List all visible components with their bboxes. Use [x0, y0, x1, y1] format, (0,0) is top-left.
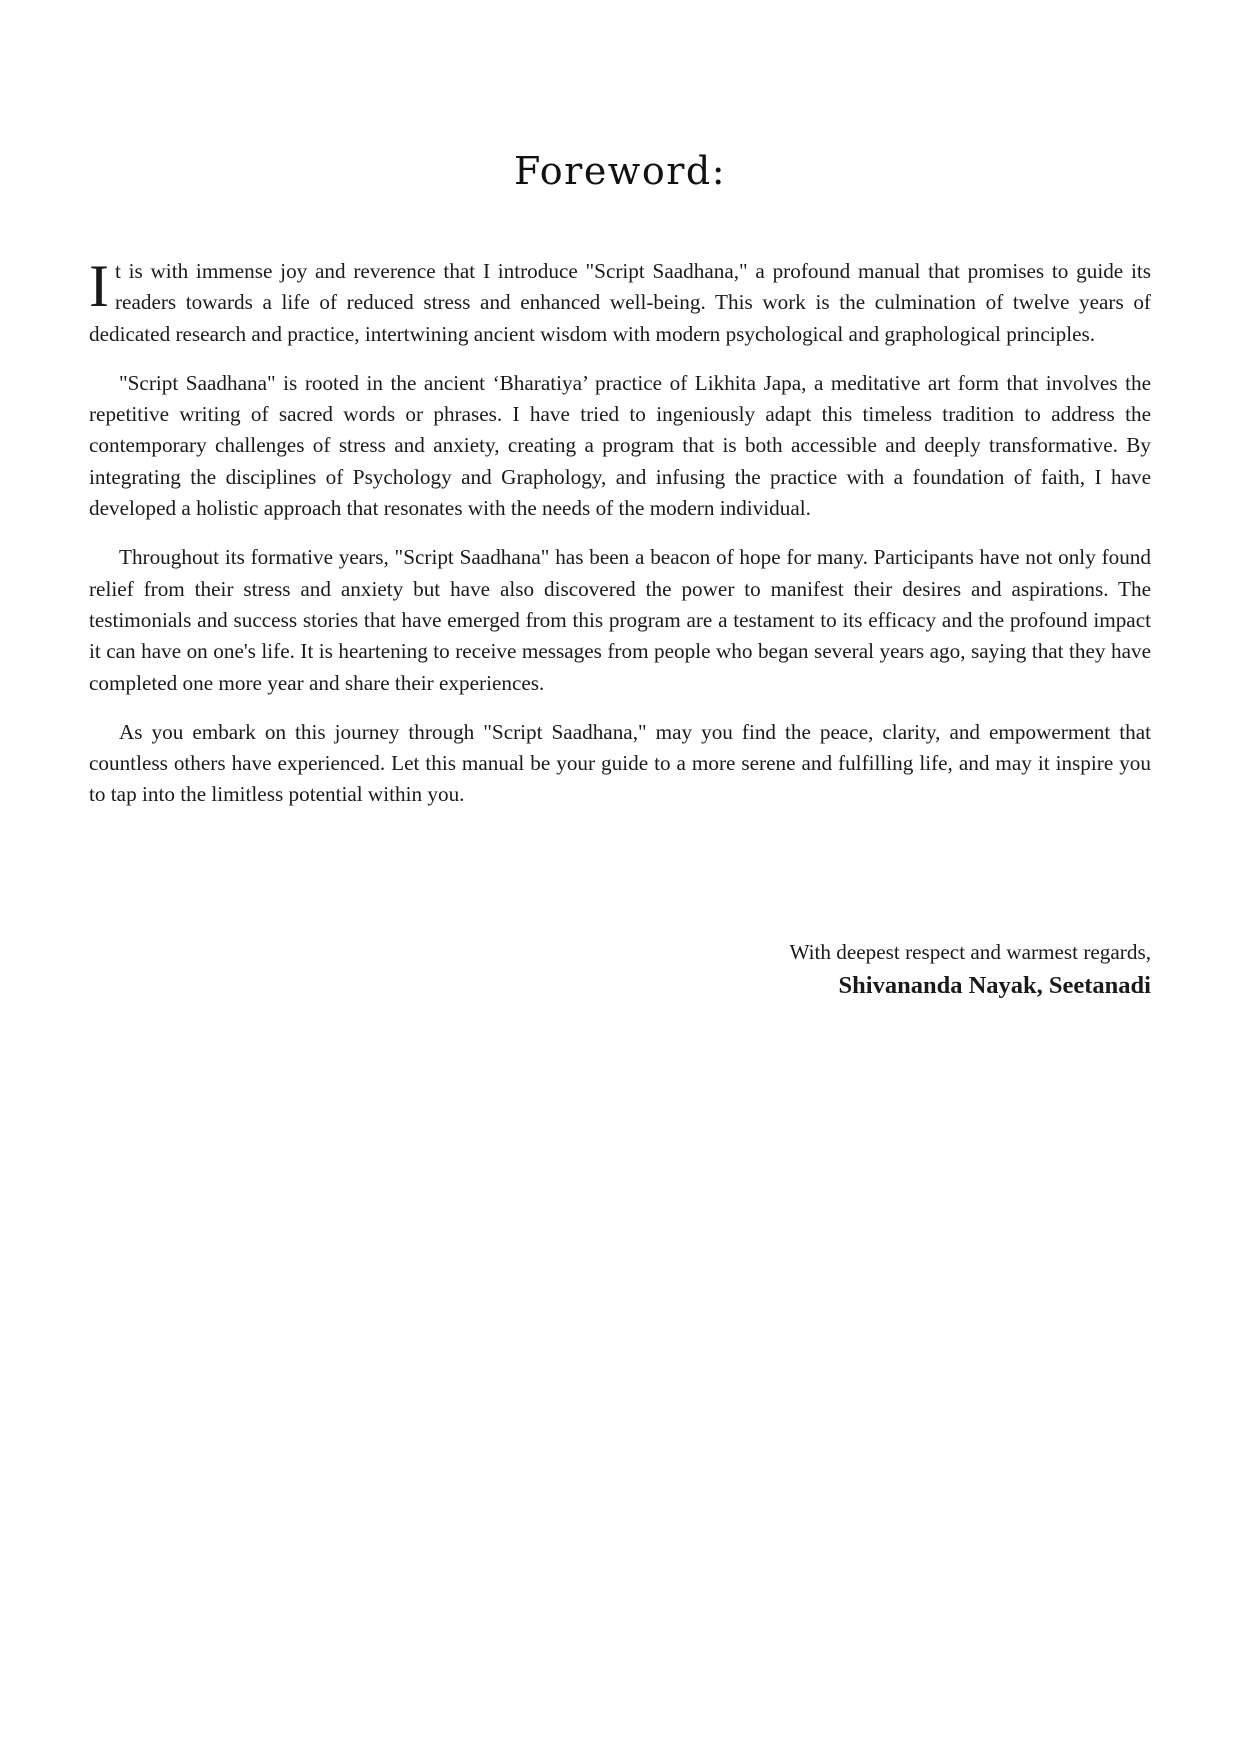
page-title: Foreword:: [513, 149, 727, 193]
author-name: Shivananda Nayak, Seetanadi: [838, 972, 1151, 999]
paragraph-1-text: t is with immense joy and reverence that I introduce "Script Saadhana," a profound manual that promises to guide its readers towards a life of reduced stress and enhanced well-being. This work is the culmination of twelve years of dedicated research and practice, intertwining ancient wisdom with modern psychological and graphological principles.: [89, 259, 1151, 346]
paragraph-1: [89, 253, 1151, 350]
paragraph-4: As you embark on this journey through "Script Saadhana," may you find the peace, clarity, and empowerment that countless others have experienced. Let this manual be your guide to a more serene and fulfilling life, and may it inspire you to tap into the limitless potential within you.: [89, 719, 1151, 807]
drop-cap: I: [89, 253, 109, 319]
closing-line: With deepest respect and warmest regards,: [789, 940, 1151, 964]
signoff: [89, 937, 1151, 1004]
paragraph-3: Throughout its formative years, "Script Saadhana" has been a beacon of hope for many. Participants have not only found relief from their stress and anxiety but have also discovered the power to manifest their desires and aspirations. The testimonials and success stories that have emerged from this program are a testament to its efficacy and the profound impact it can have on one's life. It is heartening to receive messages from people who began several years ago, saying that they have completed one more year and share their experiences.: [89, 545, 1151, 695]
paragraph-2: "Script Saadhana" is rooted in the ancient ‘Bharatiya’ practice of Likhita Japa, a meditative art form that involves the repetitive writing of sacred words or phrases. I have tried to ingeniously adapt this timeless tradition to address the contemporary challenges of stress and anxiety, creating a program that is both accessible and deeply transformative. By integrating the disciplines of Psychology and Graphology, and infusing the practice with a foundation of faith, I have developed a holistic approach that resonates with the needs of the modern individual.: [89, 370, 1151, 521]
foreword-body: [89, 253, 1151, 829]
